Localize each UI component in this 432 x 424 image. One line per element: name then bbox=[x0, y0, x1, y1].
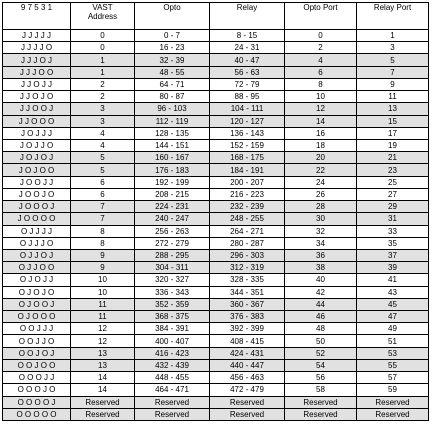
table-row bbox=[3, 372, 429, 384]
opto-port-cell: 4 bbox=[285, 54, 357, 66]
table-row bbox=[3, 396, 429, 408]
relay-range-cell: 360 - 367 bbox=[210, 298, 285, 310]
table-row bbox=[3, 262, 429, 274]
address-table bbox=[2, 2, 429, 421]
relay-range-cell: 184 - 191 bbox=[210, 164, 285, 176]
opto-port-cell: 8 bbox=[285, 78, 357, 90]
jumper-pattern-cell: J J O O O bbox=[3, 115, 71, 127]
opto-range-cell: 32 - 39 bbox=[135, 54, 210, 66]
opto-port-cell: 38 bbox=[285, 262, 357, 274]
vast-address-cell: 3 bbox=[71, 103, 135, 115]
opto-port-cell: 56 bbox=[285, 372, 357, 384]
vast-address-cell: 11 bbox=[71, 298, 135, 310]
opto-port-cell: 0 bbox=[285, 30, 357, 42]
jumper-pattern-cell: J J J J O bbox=[3, 42, 71, 54]
opto-range-cell: 416 - 423 bbox=[135, 347, 210, 359]
relay-range-cell: 472 - 479 bbox=[210, 384, 285, 396]
relay-range-cell: 120 - 127 bbox=[210, 115, 285, 127]
opto-range-cell: 240 - 247 bbox=[135, 213, 210, 225]
vast-address-cell: 0 bbox=[71, 42, 135, 54]
relay-port-cell: 23 bbox=[357, 164, 429, 176]
relay-range-cell: 248 - 255 bbox=[210, 213, 285, 225]
relay-port-cell: 21 bbox=[357, 152, 429, 164]
relay-range-cell: 104 - 111 bbox=[210, 103, 285, 115]
opto-port-cell: 50 bbox=[285, 335, 357, 347]
opto-port-cell: 6 bbox=[285, 66, 357, 78]
opto-port-cell: 2 bbox=[285, 42, 357, 54]
opto-port-cell: 58 bbox=[285, 384, 357, 396]
table-row bbox=[3, 127, 429, 139]
jumper-pattern-cell: J J O J O bbox=[3, 91, 71, 103]
relay-port-cell: 45 bbox=[357, 298, 429, 310]
relay-port-cell: 31 bbox=[357, 213, 429, 225]
opto-port-cell: 40 bbox=[285, 274, 357, 286]
relay-range-cell: Reserved bbox=[210, 408, 285, 420]
relay-range-cell: 152 - 159 bbox=[210, 139, 285, 151]
table-row bbox=[3, 176, 429, 188]
vast-address-cell: 2 bbox=[71, 78, 135, 90]
relay-range-cell: 8 - 15 bbox=[210, 30, 285, 42]
relay-port-cell: 47 bbox=[357, 311, 429, 323]
opto-range-cell: 432 - 439 bbox=[135, 359, 210, 371]
table-row bbox=[3, 139, 429, 151]
relay-port-cell: 5 bbox=[357, 54, 429, 66]
vast-address-cell: 12 bbox=[71, 323, 135, 335]
table-row bbox=[3, 237, 429, 249]
opto-range-cell: 368 - 375 bbox=[135, 311, 210, 323]
opto-port-cell: 34 bbox=[285, 237, 357, 249]
jumper-pattern-cell: O J J J O bbox=[3, 237, 71, 249]
table-row bbox=[3, 311, 429, 323]
jumper-pattern-cell: J O J J J bbox=[3, 127, 71, 139]
jumper-pattern-cell: J J O O J bbox=[3, 103, 71, 115]
table-row bbox=[3, 298, 429, 310]
opto-range-cell: 16 - 23 bbox=[135, 42, 210, 54]
relay-port-cell: 25 bbox=[357, 176, 429, 188]
table-row bbox=[3, 274, 429, 286]
relay-range-cell: 408 - 415 bbox=[210, 335, 285, 347]
opto-range-cell: 128 - 135 bbox=[135, 127, 210, 139]
table-row bbox=[3, 42, 429, 54]
vast-address-cell: 6 bbox=[71, 188, 135, 200]
vast-address-cell: 0 bbox=[71, 30, 135, 42]
relay-range-cell: 344 - 351 bbox=[210, 286, 285, 298]
relay-port-cell: 3 bbox=[357, 42, 429, 54]
header-row bbox=[3, 3, 429, 30]
table-row bbox=[3, 213, 429, 225]
table-row bbox=[3, 384, 429, 396]
jumper-pattern-cell: J J J O O bbox=[3, 66, 71, 78]
relay-port-cell: 43 bbox=[357, 286, 429, 298]
opto-port-cell: 46 bbox=[285, 311, 357, 323]
vast-address-cell: 5 bbox=[71, 164, 135, 176]
jumper-pattern-cell: O J J O J bbox=[3, 249, 71, 261]
opto-range-cell: 208 - 215 bbox=[135, 188, 210, 200]
vast-address-cell: 4 bbox=[71, 127, 135, 139]
relay-range-cell: Reserved bbox=[210, 396, 285, 408]
header-jumper-pattern: 9 7 5 3 1 bbox=[3, 3, 71, 30]
vast-address-cell: 1 bbox=[71, 66, 135, 78]
vast-address-cell: Reserved bbox=[71, 396, 135, 408]
opto-range-cell: 160 - 167 bbox=[135, 152, 210, 164]
relay-range-cell: 232 - 239 bbox=[210, 201, 285, 213]
opto-range-cell: 176 - 183 bbox=[135, 164, 210, 176]
relay-port-cell: 55 bbox=[357, 359, 429, 371]
opto-range-cell: 96 - 103 bbox=[135, 103, 210, 115]
jumper-pattern-cell: O J O J O bbox=[3, 286, 71, 298]
relay-range-cell: 296 - 303 bbox=[210, 249, 285, 261]
jumper-pattern-cell: O J O O O bbox=[3, 311, 71, 323]
relay-port-cell: 41 bbox=[357, 274, 429, 286]
table-row bbox=[3, 335, 429, 347]
vast-address-cell: 7 bbox=[71, 201, 135, 213]
jumper-pattern-cell: J J J O J bbox=[3, 54, 71, 66]
opto-range-cell: 272 - 279 bbox=[135, 237, 210, 249]
opto-port-cell: 14 bbox=[285, 115, 357, 127]
opto-range-cell: 192 - 199 bbox=[135, 176, 210, 188]
opto-port-cell: 52 bbox=[285, 347, 357, 359]
jumper-pattern-cell: J O O O O bbox=[3, 213, 71, 225]
relay-range-cell: 440 - 447 bbox=[210, 359, 285, 371]
relay-port-cell: 39 bbox=[357, 262, 429, 274]
header-opto-port: Opto Port bbox=[285, 3, 357, 30]
table-row bbox=[3, 30, 429, 42]
opto-range-cell: Reserved bbox=[135, 396, 210, 408]
relay-port-cell: 13 bbox=[357, 103, 429, 115]
opto-range-cell: 48 - 55 bbox=[135, 66, 210, 78]
relay-port-cell: 59 bbox=[357, 384, 429, 396]
vast-address-cell: 10 bbox=[71, 286, 135, 298]
relay-range-cell: 392 - 399 bbox=[210, 323, 285, 335]
opto-port-cell: 48 bbox=[285, 323, 357, 335]
vast-address-cell: 1 bbox=[71, 54, 135, 66]
opto-port-cell: 16 bbox=[285, 127, 357, 139]
relay-port-cell: 51 bbox=[357, 335, 429, 347]
table-row bbox=[3, 66, 429, 78]
table-row bbox=[3, 408, 429, 420]
opto-range-cell: 112 - 119 bbox=[135, 115, 210, 127]
vast-address-cell: 10 bbox=[71, 274, 135, 286]
relay-port-cell: 9 bbox=[357, 78, 429, 90]
vast-address-cell: 8 bbox=[71, 237, 135, 249]
vast-address-cell: 9 bbox=[71, 262, 135, 274]
relay-range-cell: 424 - 431 bbox=[210, 347, 285, 359]
jumper-pattern-cell: O J J J J bbox=[3, 225, 71, 237]
relay-port-cell: 57 bbox=[357, 372, 429, 384]
relay-range-cell: 136 - 143 bbox=[210, 127, 285, 139]
table-row bbox=[3, 188, 429, 200]
jumper-pattern-cell: J O J J O bbox=[3, 139, 71, 151]
jumper-pattern-cell: J O O J O bbox=[3, 188, 71, 200]
vast-address-cell: 13 bbox=[71, 347, 135, 359]
vast-address-cell: 13 bbox=[71, 359, 135, 371]
opto-range-cell: 80 - 87 bbox=[135, 91, 210, 103]
opto-range-cell: 0 - 7 bbox=[135, 30, 210, 42]
relay-port-cell: 37 bbox=[357, 249, 429, 261]
opto-port-cell: 20 bbox=[285, 152, 357, 164]
jumper-pattern-cell: J O O O J bbox=[3, 201, 71, 213]
jumper-pattern-cell: J J O J J bbox=[3, 78, 71, 90]
vast-address-cell: 3 bbox=[71, 115, 135, 127]
relay-range-cell: 328 - 335 bbox=[210, 274, 285, 286]
table-row bbox=[3, 152, 429, 164]
jumper-pattern-cell: O O J J O bbox=[3, 335, 71, 347]
relay-port-cell: 15 bbox=[357, 115, 429, 127]
jumper-pattern-cell: O O J O O bbox=[3, 359, 71, 371]
opto-range-cell: 288 - 295 bbox=[135, 249, 210, 261]
vast-address-cell: 2 bbox=[71, 91, 135, 103]
relay-port-cell: 17 bbox=[357, 127, 429, 139]
opto-range-cell: 256 - 263 bbox=[135, 225, 210, 237]
opto-port-cell: 28 bbox=[285, 201, 357, 213]
vast-address-cell: 4 bbox=[71, 139, 135, 151]
opto-range-cell: 224 - 231 bbox=[135, 201, 210, 213]
vast-address-cell: Reserved bbox=[71, 408, 135, 420]
vast-address-cell: 9 bbox=[71, 249, 135, 261]
table-row bbox=[3, 359, 429, 371]
relay-range-cell: 264 - 271 bbox=[210, 225, 285, 237]
relay-range-cell: 40 - 47 bbox=[210, 54, 285, 66]
relay-range-cell: 56 - 63 bbox=[210, 66, 285, 78]
jumper-pattern-cell: O O O O O bbox=[3, 408, 71, 420]
jumper-pattern-cell: O O J O J bbox=[3, 347, 71, 359]
table-row bbox=[3, 78, 429, 90]
opto-range-cell: Reserved bbox=[135, 408, 210, 420]
opto-range-cell: 464 - 471 bbox=[135, 384, 210, 396]
relay-port-cell: 27 bbox=[357, 188, 429, 200]
jumper-pattern-cell: J O O J J bbox=[3, 176, 71, 188]
relay-port-cell: Reserved bbox=[357, 408, 429, 420]
relay-range-cell: 200 - 207 bbox=[210, 176, 285, 188]
opto-port-cell: Reserved bbox=[285, 396, 357, 408]
table-row bbox=[3, 323, 429, 335]
jumper-pattern-cell: J O J O J bbox=[3, 152, 71, 164]
relay-port-cell: 1 bbox=[357, 30, 429, 42]
relay-range-cell: 456 - 463 bbox=[210, 372, 285, 384]
table-row bbox=[3, 54, 429, 66]
opto-port-cell: 30 bbox=[285, 213, 357, 225]
jumper-pattern-cell: O O O J O bbox=[3, 384, 71, 396]
opto-port-cell: 18 bbox=[285, 139, 357, 151]
opto-port-cell: 54 bbox=[285, 359, 357, 371]
header-relay: Relay bbox=[210, 3, 285, 30]
opto-port-cell: 36 bbox=[285, 249, 357, 261]
table-row bbox=[3, 347, 429, 359]
opto-port-cell: 26 bbox=[285, 188, 357, 200]
jumper-pattern-cell: O O O O J bbox=[3, 396, 71, 408]
table-body bbox=[3, 30, 429, 421]
opto-port-cell: 22 bbox=[285, 164, 357, 176]
opto-port-cell: 10 bbox=[285, 91, 357, 103]
relay-range-cell: 280 - 287 bbox=[210, 237, 285, 249]
vast-address-cell: 8 bbox=[71, 225, 135, 237]
header-opto: Opto bbox=[135, 3, 210, 30]
jumper-pattern-cell: O J O O J bbox=[3, 298, 71, 310]
jumper-pattern-cell: O J O J J bbox=[3, 274, 71, 286]
relay-range-cell: 24 - 31 bbox=[210, 42, 285, 54]
opto-port-cell: 42 bbox=[285, 286, 357, 298]
opto-range-cell: 448 - 455 bbox=[135, 372, 210, 384]
header-vast-address: VAST Address bbox=[71, 3, 135, 30]
relay-port-cell: 33 bbox=[357, 225, 429, 237]
table-row bbox=[3, 91, 429, 103]
table-row bbox=[3, 164, 429, 176]
opto-range-cell: 144 - 151 bbox=[135, 139, 210, 151]
table-row bbox=[3, 249, 429, 261]
relay-port-cell: 53 bbox=[357, 347, 429, 359]
relay-port-cell: 49 bbox=[357, 323, 429, 335]
relay-port-cell: 19 bbox=[357, 139, 429, 151]
relay-port-cell: 7 bbox=[357, 66, 429, 78]
header-relay-port: Relay Port bbox=[357, 3, 429, 30]
relay-range-cell: 88 - 95 bbox=[210, 91, 285, 103]
vast-address-cell: 14 bbox=[71, 372, 135, 384]
relay-range-cell: 72 - 79 bbox=[210, 78, 285, 90]
table-row bbox=[3, 225, 429, 237]
relay-port-cell: 29 bbox=[357, 201, 429, 213]
opto-port-cell: 24 bbox=[285, 176, 357, 188]
jumper-pattern-cell: J J J J J bbox=[3, 30, 71, 42]
opto-range-cell: 352 - 359 bbox=[135, 298, 210, 310]
opto-range-cell: 304 - 311 bbox=[135, 262, 210, 274]
opto-range-cell: 384 - 391 bbox=[135, 323, 210, 335]
opto-port-cell: Reserved bbox=[285, 408, 357, 420]
relay-range-cell: 168 - 175 bbox=[210, 152, 285, 164]
jumper-pattern-cell: O J J O O bbox=[3, 262, 71, 274]
opto-range-cell: 400 - 407 bbox=[135, 335, 210, 347]
vast-address-cell: 5 bbox=[71, 152, 135, 164]
relay-range-cell: 312 - 319 bbox=[210, 262, 285, 274]
table-row bbox=[3, 115, 429, 127]
table-row bbox=[3, 201, 429, 213]
opto-range-cell: 320 - 327 bbox=[135, 274, 210, 286]
opto-port-cell: 32 bbox=[285, 225, 357, 237]
vast-address-cell: 6 bbox=[71, 176, 135, 188]
vast-address-cell: 7 bbox=[71, 213, 135, 225]
opto-range-cell: 336 - 343 bbox=[135, 286, 210, 298]
vast-address-cell: 12 bbox=[71, 335, 135, 347]
table-row bbox=[3, 103, 429, 115]
relay-port-cell: Reserved bbox=[357, 396, 429, 408]
table-row bbox=[3, 286, 429, 298]
jumper-pattern-cell: J O J O O bbox=[3, 164, 71, 176]
jumper-pattern-cell: O O J J J bbox=[3, 323, 71, 335]
opto-range-cell: 64 - 71 bbox=[135, 78, 210, 90]
relay-range-cell: 376 - 383 bbox=[210, 311, 285, 323]
vast-address-cell: 11 bbox=[71, 311, 135, 323]
relay-port-cell: 11 bbox=[357, 91, 429, 103]
jumper-pattern-cell: O O O J J bbox=[3, 372, 71, 384]
opto-port-cell: 44 bbox=[285, 298, 357, 310]
relay-range-cell: 216 - 223 bbox=[210, 188, 285, 200]
relay-port-cell: 35 bbox=[357, 237, 429, 249]
opto-port-cell: 12 bbox=[285, 103, 357, 115]
vast-address-cell: 14 bbox=[71, 384, 135, 396]
